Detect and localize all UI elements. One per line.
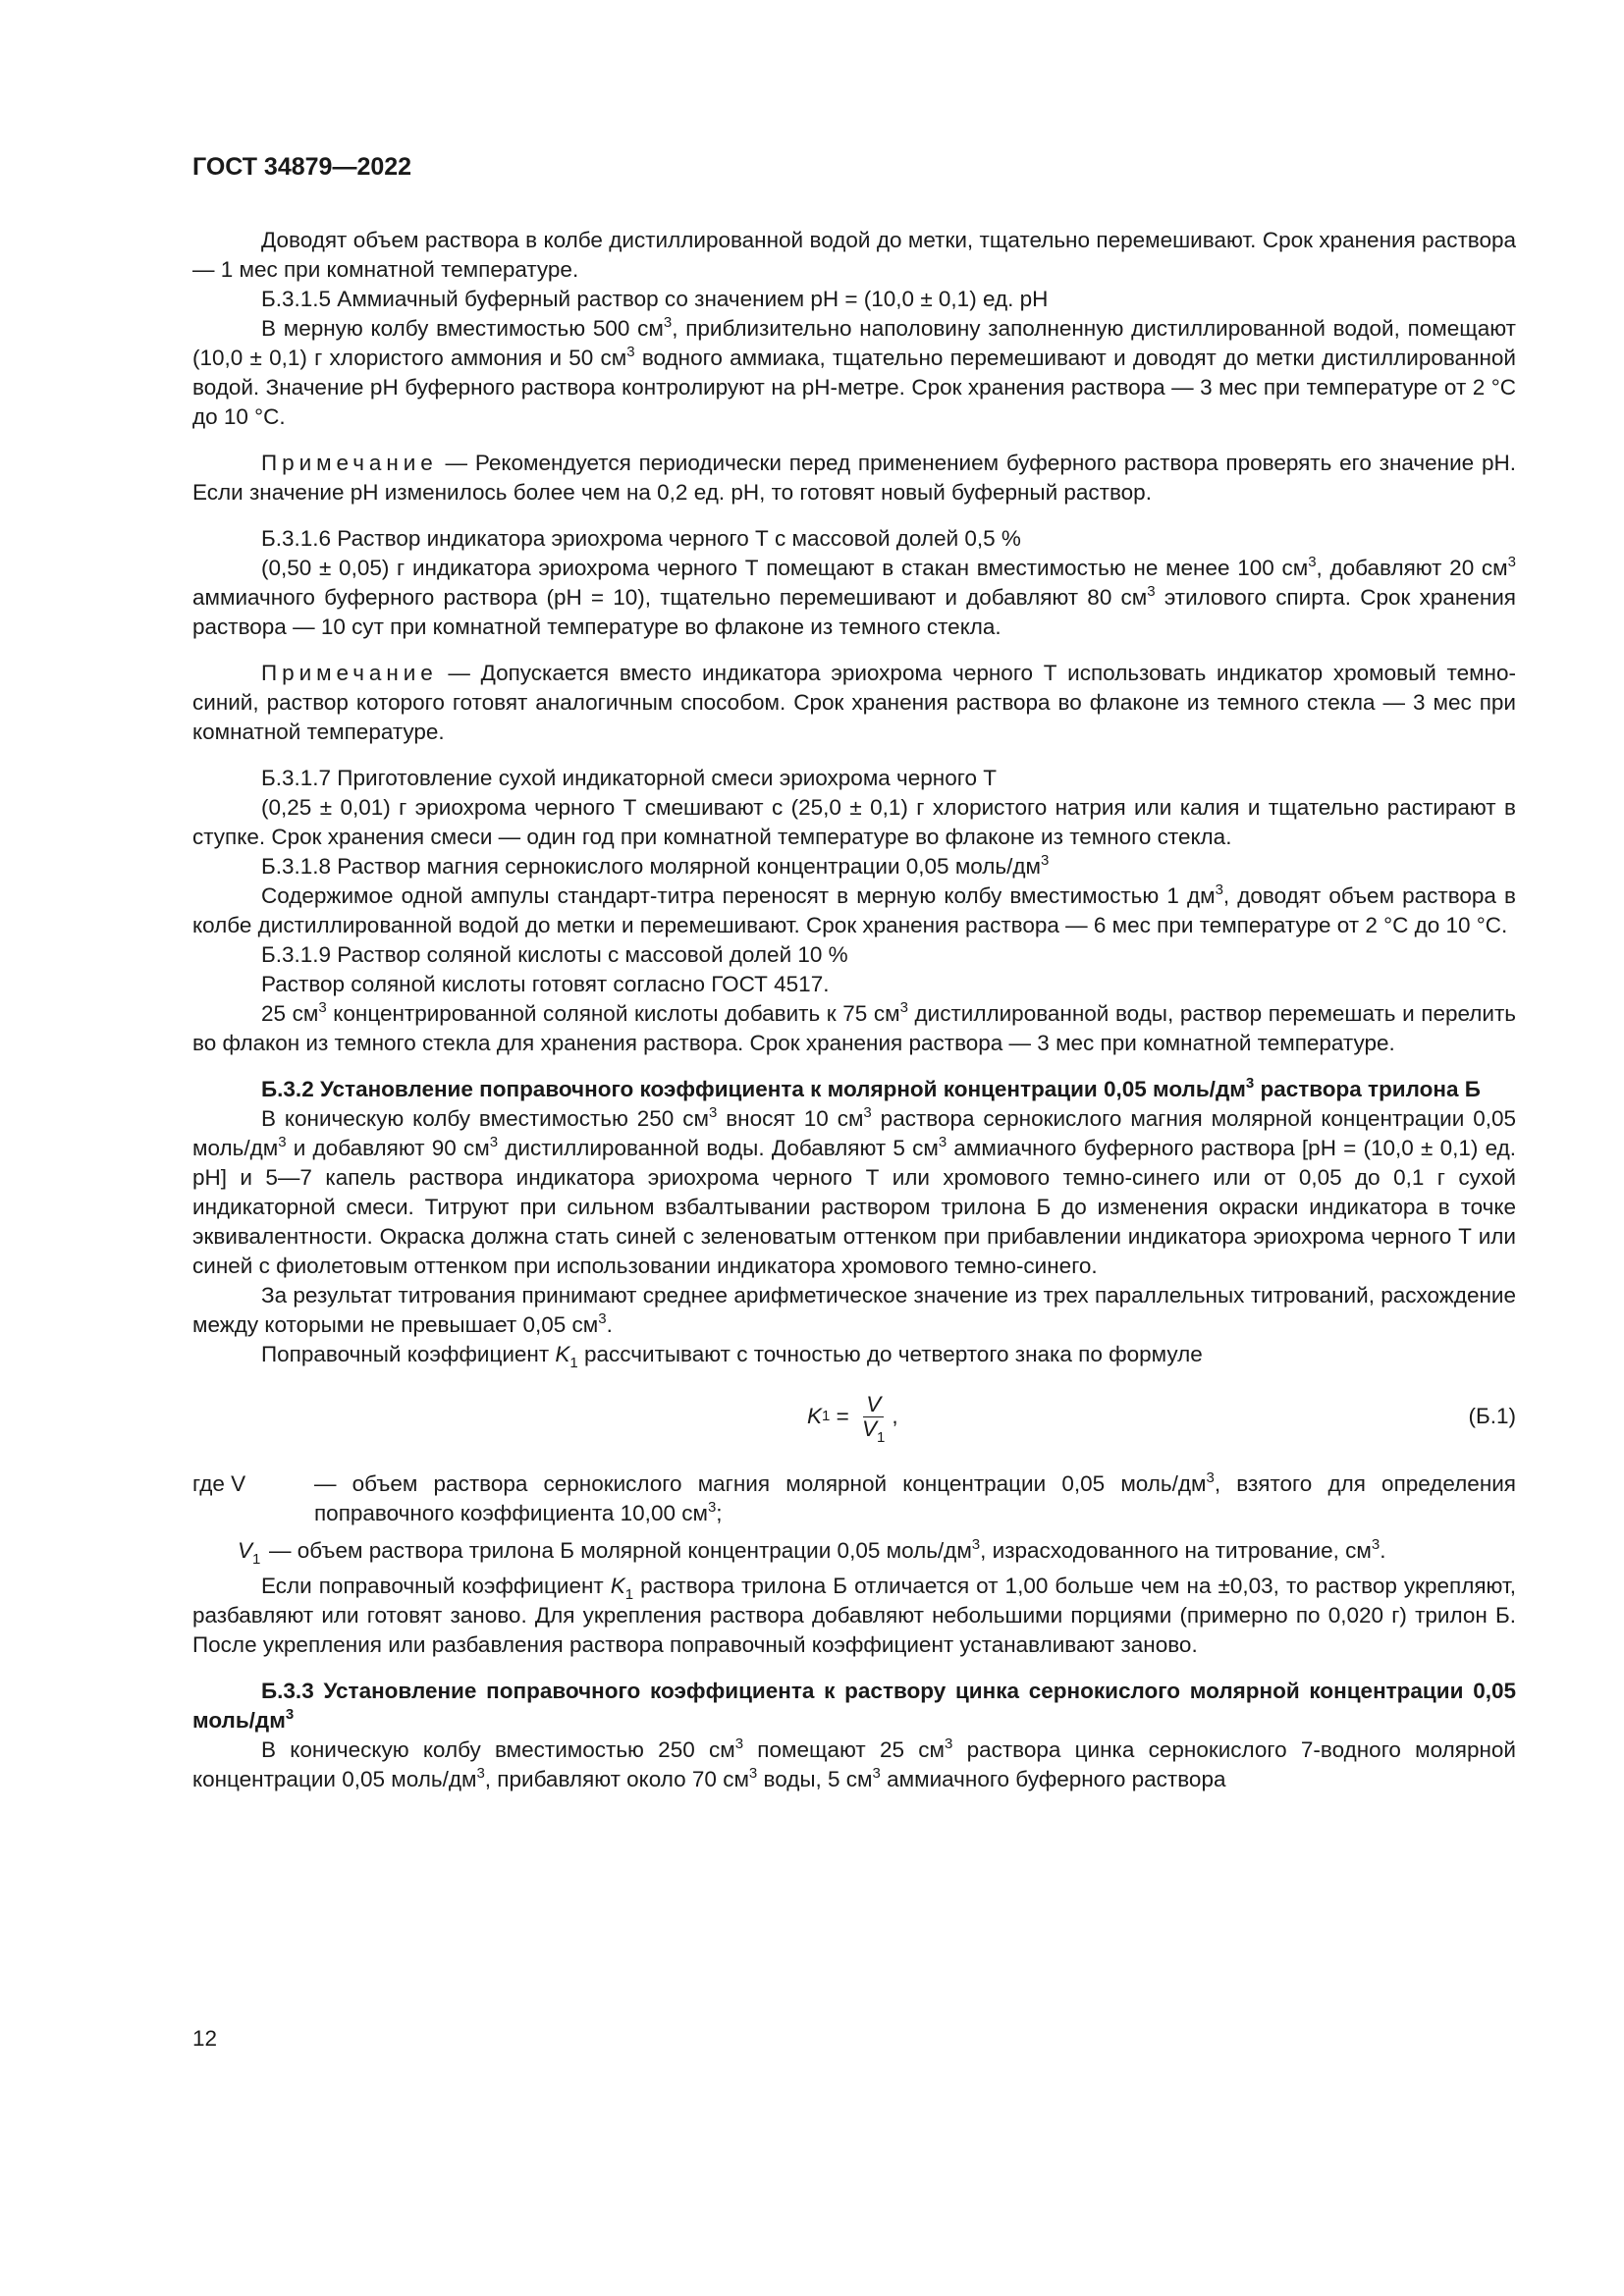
note: Примечание — Допускается вместо индикатора эриохрома черного Т использовать индикатор хромовый темно-синий, раствор которого готовят аналогичным способом. Срок хранения раствора во флаконе из темного стекла — 3 мес при комнатной температуре. [192, 661, 1516, 744]
paragraph: Содержимое одной ампулы стандарт-титра переносят в мерную колбу вместимостью 1 $дм^3$, доводят объем раствора в колбе дистиллированной водой до метки и перемешивают. Срок хранения раствора — 6 мес при температуре от 2 °С до 10 °С. [192, 881, 1516, 937]
paragraph: (0,50 ± 0,05) г индикатора эриохрома черного Т помещают в стакан вместимостью не менее 100 $см^3$, добавляют 20 $см^3$ аммиачного буферного раствора (pH = 10), тщательно перемешивают и добавляют 80 $см^3$ этилового спирта. Срок хранения раствора — 10 сут при комнатной температуре во флаконе из темного стекла. [192, 554, 1516, 639]
where-label: $V_1$ [238, 1538, 261, 1568]
paragraph: За результат титрования принимают среднее арифметическое значение из трех параллельных титрований, расхождение между которыми не превышает 0,05 $см^3$. [192, 1283, 1516, 1337]
subsection-title: Б.3.1.6 Раствор индикатора эриохрома черного Т с массовой долей 0,5 % [261, 526, 1021, 551]
note-label: Примечание [261, 451, 438, 475]
document-body [192, 226, 1516, 1794]
where-item: где V — объем раствора сернокислого магния молярной концентрации 0,05 моль/$дм^3$, взятого для определения поправочного коэффициента 10,00 $см^3$; [192, 1469, 1516, 1528]
paragraph: В мерную колбу вместимостью 500 $см^3$, приблизительно наполовину заполненную дистиллированной водой, помещают (10,0 ± 0,1) г хлористого аммония и 50 $см^3$ водного аммиака, тщательно перемешивают и доводят до метки дистиллированной водой. Значение pH буферного раствора контролируют на pH-метре. Срок хранения раствора — 3 мес при температуре от 2 °С до 10 °С. [192, 314, 1516, 429]
where-label: где V [192, 1471, 246, 1496]
paragraph: Раствор соляной кислоты готовят согласно ГОСТ 4517. [261, 972, 830, 996]
paragraph: В коническую колбу вместимостью 250 $см^3$ помещают 25 $см^3$ раствора цинка сернокислого 7-водного молярной концентрации 0,05 моль/$дм^3$, прибавляют около 70 $см^3$ воды, 5 $см^3$ аммиачного буферного раствора [192, 1735, 1516, 1791]
note-label: Примечание [261, 661, 438, 685]
section-heading: Б.3.2 Установление поправочного коэффициента к молярной концентрации 0,05 моль/$дм^3$ раствора трилона Б [261, 1075, 1481, 1101]
where-item: $V_1$ — объем раствора трилона Б молярной концентрации 0,05 моль/$дм^3$, израсходованного на титрование, $см^3$. [192, 1536, 1516, 1566]
subsection-title: Б.3.1.8 Раствор магния сернокислого молярной концентрации 0,05 моль/$дм^3$ [261, 852, 1050, 879]
fraction: $\frac{V}{V_1}$ [862, 1391, 886, 1446]
paragraph: В коническую колбу вместимостью 250 $см^3$ вносят 10 $см^3$ раствора сернокислого магния молярной концентрации 0,05 моль/$дм^3$ и добавляют 90 $см^3$ дистиллированной воды. Добавляют 5 $см^3$ аммиачного буферного раствора [pH = (10,0 ± 0,1) ед. pH] и 5—7 капель раствора индикатора эриохрома черного Т или хромового темно-синего или от 0,05 до 0,1 г сухой индикаторной смеси. Титруют при сильном взбалтывании раствором трилона Б до изменения окраски индикатора в точке эквивалентности. Окраска должна стать синей с зеленоватым оттенком при прибавлении индикатора эриохрома черного Т или синей с фиолетовым оттенком при использовании индикатора хромового темно-синего. [192, 1104, 1517, 1278]
paragraph: Поправочный коэффициент $K_1$ рассчитывают с точностью до четвертого знака по формуле [261, 1342, 1203, 1371]
formula: K 1 = $\frac{V}{V_1}$ , [807, 1391, 898, 1446]
formula-block [192, 1385, 1516, 1448]
paragraph: 25 $см^3$ концентрированной соляной кислоты добавить к 75 $см^3$ дистиллированной воды, раствор перемешать и перелить во флакон из темного стекла для хранения раствора. Срок хранения раствора — 3 мес при комнатной температуре. [192, 999, 1516, 1055]
page-number: 12 [192, 2026, 218, 2051]
section-heading: Б.3.3 Установление поправочного коэффициента к раствору цинка сернокислого молярной концентрации 0,05 моль/$дм^3$ [192, 1679, 1516, 1733]
equation-number: (Б.1) [1468, 1404, 1516, 1428]
paragraph: Доводят объем раствора в колбе дистиллированной водой до метки, тщательно перемешивают. Срок хранения раствора — 1 мес при комнатной температуре. [192, 228, 1516, 282]
paragraph: Если поправочный коэффициент $K_1$ раствора трилона Б отличается от 1,00 больше чем на ±0,03, то раствор укрепляют, разбавляют или готовят заново. Для укрепления раствора добавляют небольшими порциями (примерно по 0,020 г) трилон Б. После укрепления или разбавления раствора поправочный коэффициент устанавливают заново. [192, 1574, 1516, 1657]
subsection-title: Б.3.1.5 Аммиачный буферный раствор со значением pH = (10,0 ± 0,1) ед. pH [261, 287, 1049, 311]
subsection-title: Б.3.1.7 Приготовление сухой индикаторной смеси эриохрома черного Т [261, 766, 997, 790]
paragraph: (0,25 ± 0,01) г эриохрома черного Т смешивают с (25,0 ± 0,1) г хлористого натрия или калия и тщательно растирают в ступке. Срок хранения смеси — один год при комнатной температуре во флаконе из темного стекла. [192, 795, 1516, 849]
document-header: ГОСТ 34879—2022 [192, 153, 412, 181]
note: Примечание — Рекомендуется периодически перед применением буферного раствора проверять его значение pH. Если значение pH изменилось более чем на 0,2 ед. pH, то готовят новый буферный раствор. [192, 451, 1516, 505]
subsection-title: Б.3.1.9 Раствор соляной кислоты с массовой долей 10 % [261, 942, 848, 967]
